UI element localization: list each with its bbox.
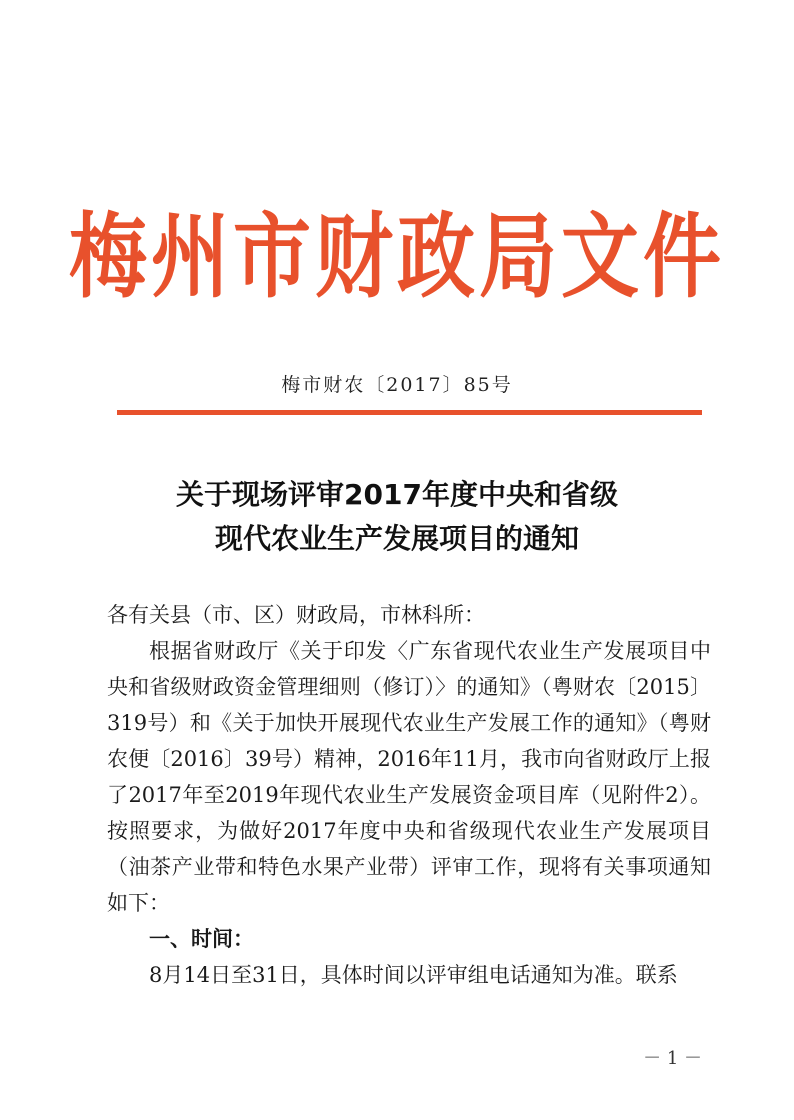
masthead-title: 梅州市财政局文件 xyxy=(68,204,725,312)
notice-body xyxy=(107,597,711,993)
document-number: 梅市财农〔2017〕85号 xyxy=(281,374,513,396)
notice-title-line-1: 关于现场评审2017年度中央和省级 xyxy=(176,478,618,511)
notice-title-line-2: 现代农业生产发展项目的通知 xyxy=(214,522,579,555)
section-1-text: 8月14日至31日，具体时间以评审组电话通知为准。联系 xyxy=(149,963,678,987)
body-paragraph-1: 根据省财政厅《关于印发〈广东省现代农业生产发展项目中央和省级财政资金管理细则（修订）〉的通知》（粤财农〔2015〕319号）和《关于加快开展现代农业生产发展工作的通知》（粤财农便〔2016〕39号）精神，2016年11月，我市向省财政厅上报了2017年至2019年现代农业生产发展资金项目库（见附件2）。按照要求，为做好2017年度中央和省级现代农业生产发展项目（油茶产业带和特色水果产业带）评审工作，现将有关事项通知如下： xyxy=(107,639,711,915)
notice-title xyxy=(0,473,794,561)
addressee-line: 各有关县（市、区）财政局，市林科所： xyxy=(107,603,485,627)
section-1-heading: 一、时间： xyxy=(149,927,254,951)
page-number: － 1 － xyxy=(643,1048,702,1069)
red-divider-line xyxy=(117,410,702,415)
